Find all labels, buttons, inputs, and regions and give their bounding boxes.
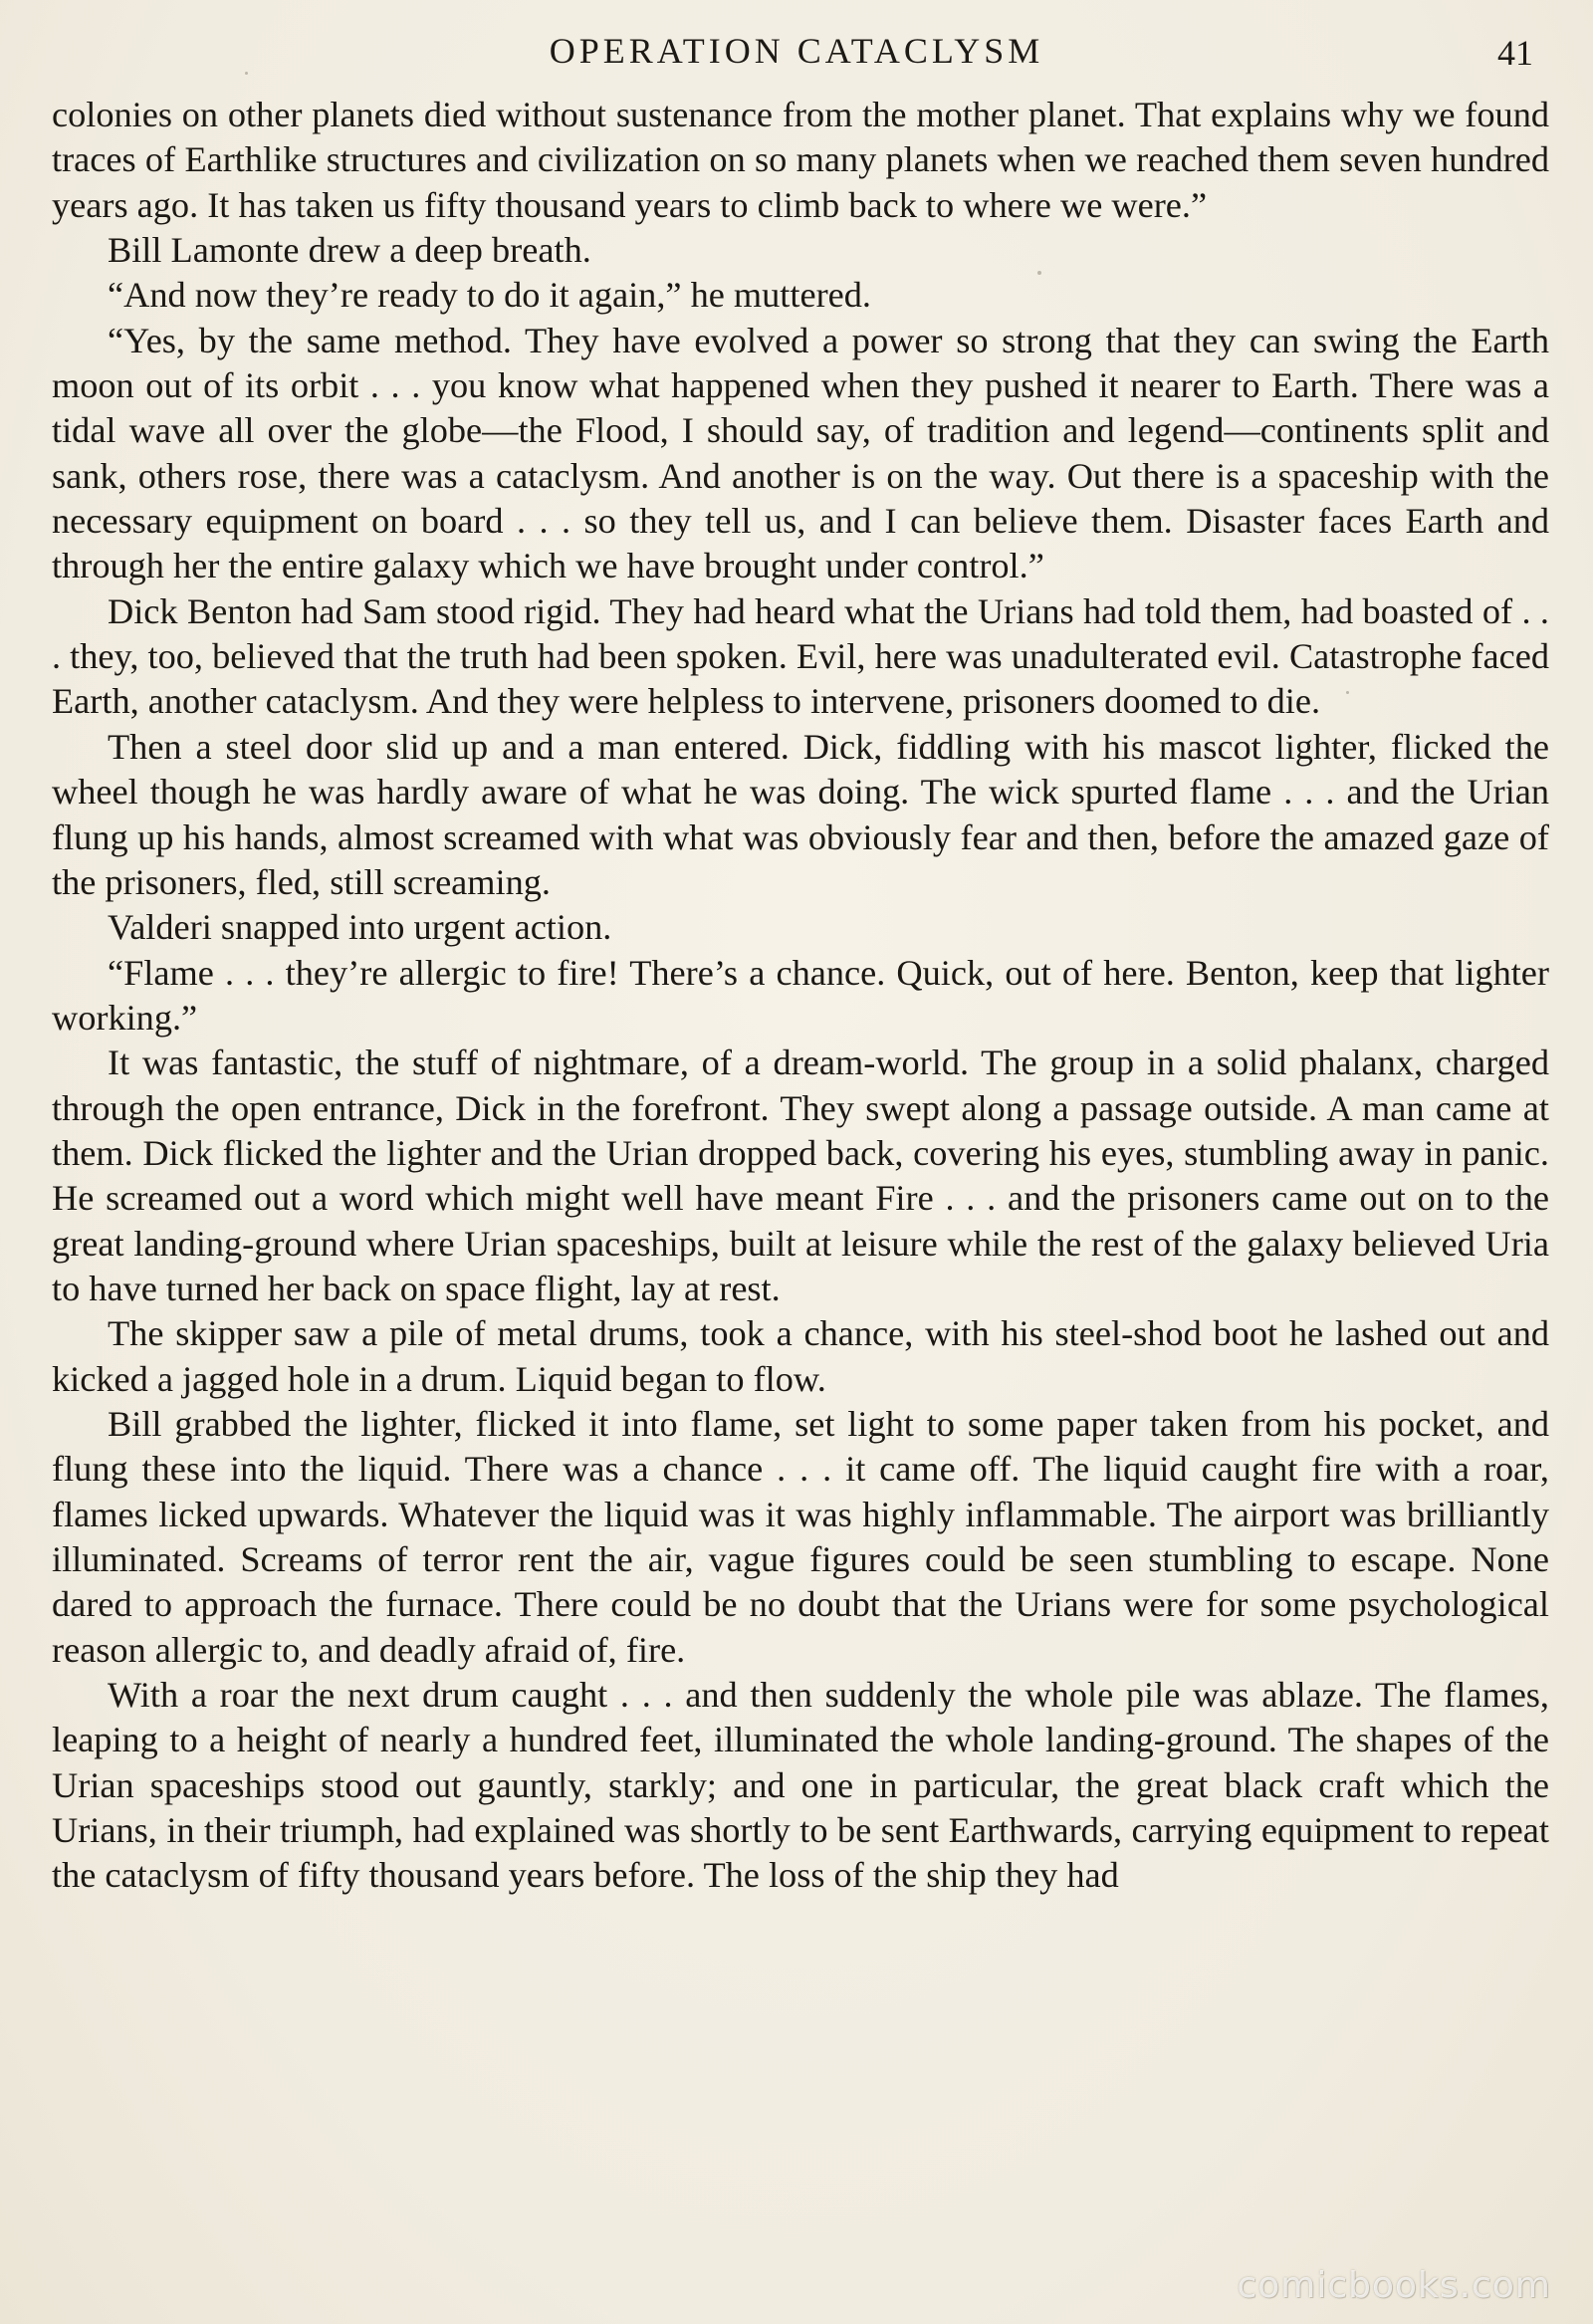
paper-speck	[1468, 1233, 1471, 1236]
paragraph-5: Dick Benton had Sam stood rigid. They had heard what the Urians had told them, had boasted of . . . they, too, believed that the truth had been spoken. Evil, here was unadulterated evil. Catastrophe faced Earth, another cataclysm. And they were helpless to intervene, prisoners doomed to die.	[52, 590, 1549, 722]
paragraph-4: “Yes, by the same method. They have evolved a power so strong that they can swing the Earth moon out of its orbit . . . you know what happened when they pushed it nearer to Earth. There was a tidal wave all over the globe—the Flood, I should say, of tradition and legend—continents split and sank, others rose, there was a cataclysm. And another is on the way. Out there is a spaceship with the necessary equipment on board . . . so they tell us, and I can believe them. Disaster faces Earth and through her the entire galaxy which we have brought under control.”	[52, 320, 1549, 586]
body-text	[52, 93, 1549, 1899]
watermark-logo: comicbooks.com	[1237, 2265, 1551, 2306]
running-head: OPERATION CATACLYSM	[549, 31, 1044, 71]
paragraph-9: It was fantastic, the stuff of nightmare, of a dream-world. The group in a solid phalanx, charged through the open entrance, Dick in the forefront. They swept along a passage outside. A man came at them. Dick flicked the lighter and the Urian dropped back, covering his eyes, stumbling away in panic. He screamed out a word which might well have meant Fire . . . and the prisoners came out on to the great landing-ground where Urian spaceships, built at leisure while the rest of the galaxy believed Uria to have turned her back on space flight, lay at rest.	[52, 1043, 1549, 1308]
paragraph-12: With a roar the next drum caught . . . and then suddenly the whole pile was ablaze. The flames, leaping to a height of nearly a hundred feet, illuminated the whole landing-ground. The shapes of the Urian spaceships stood out gauntly, starkly; and one in particular, the great black craft which the Urians, in their triumph, had explained was shortly to be sent Earthwards, carrying equipment to repeat the cataclysm of fifty thousand years before. The loss of the ship they had	[52, 1675, 1549, 1896]
paper-speck	[1037, 271, 1041, 275]
paragraph-2: Bill Lamonte drew a deep breath.	[108, 230, 591, 271]
paragraph-10: The skipper saw a pile of metal drums, took a chance, with his steel-shod boot he lashed out and kicked a jagged hole in a drum. Liquid began to flow.	[52, 1313, 1549, 1399]
paragraph-1: colonies on other planets died without sustenance from the mother planet. That explains why we found traces of Earthlike structures and civilization on so many planets when we reached them seven hundred years ago. It has taken us fifty thousand years to climb back to where we were.”	[52, 95, 1549, 225]
paper-speck	[245, 72, 248, 75]
paragraph-11: Bill grabbed the lighter, flicked it into flame, set light to some paper taken from his pocket, and flung these into the liquid. There was a chance . . . it came off. The liquid caught fire with a roar, flames licked upwards. Whatever the liquid was it was highly inflammable. The airport was brilliantly illuminated. Screams of terror rent the air, vague figures could be seen stumbling to escape. None dared to approach the furnace. There could be no doubt that the Urians were for some psychological reason allergic to, and deadly afraid of, fire.	[52, 1403, 1549, 1670]
page-number: 41	[1497, 33, 1533, 73]
paragraph-3: “And now they’re ready to do it again,” he muttered.	[108, 275, 872, 316]
paper-speck	[1346, 691, 1349, 694]
paragraph-6: Then a steel door slid up and a man entered. Dick, fiddling with his mascot lighter, flicked the wheel though he was hardly aware of what he was doing. The wick spurted flame . . . and the Urian flung up his hands, almost screamed with what was obviously fear and then, before the amazed gaze of the prisoners, fled, still screaming.	[52, 726, 1549, 902]
page-header	[52, 30, 1541, 80]
paragraph-7: Valderi snapped into urgent action.	[108, 907, 612, 948]
paragraph-8: “Flame . . . they’re allergic to fire! There’s a chance. Quick, out of here. Benton, keep that lighter working.”	[52, 952, 1549, 1038]
